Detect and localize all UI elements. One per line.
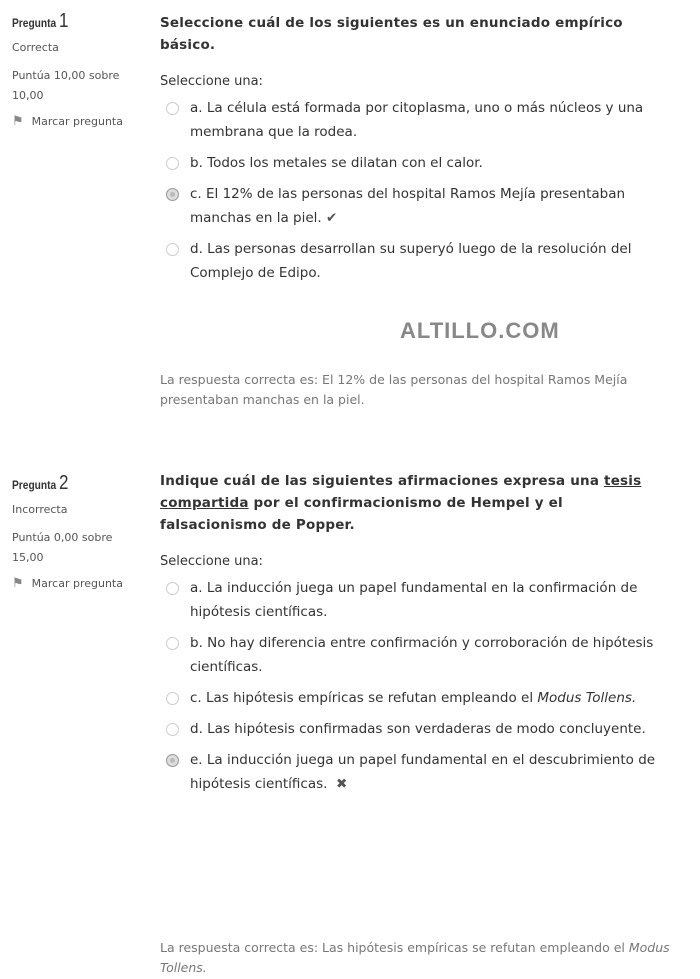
question-grade: Puntúa 10,00 sobre 10,00 — [12, 69, 120, 102]
radio[interactable] — [166, 157, 179, 170]
option-d[interactable]: d. Las personas desarrollan su superyó luego de la resolución del Complejo de Edipo. — [160, 237, 670, 285]
flag-icon: ⚑ — [12, 114, 24, 129]
correct-answer: La respuesta correcta es: El 12% de las personas del hospital Ramos Mejía presentaban manchas en la piel. — [160, 372, 628, 407]
radio-selected[interactable] — [166, 754, 179, 767]
question-state: Incorrecta — [12, 503, 68, 516]
option-c[interactable]: c. Las hipótesis empíricas se refutan empleando el Modus Tollens. — [160, 686, 670, 710]
question-state: Correcta — [12, 41, 59, 54]
question-number: Pregunta 1 — [12, 10, 69, 32]
radio[interactable] — [166, 637, 179, 650]
radio[interactable] — [166, 243, 179, 256]
check-icon: ✔ — [326, 210, 338, 226]
question-content — [160, 12, 670, 285]
question-text: Indique cuál de las siguientes afirmaciones expresa una tesis compartida por el confirmacionismo de Hempel y el falsacionismo de Popper. — [160, 473, 642, 533]
question-number: Pregunta 2 — [12, 472, 69, 494]
question-content — [160, 470, 670, 796]
prompt: Seleccione una: — [160, 554, 263, 569]
flag-icon: ⚑ — [12, 576, 24, 591]
question-grade: Puntúa 0,00 sobre 15,00 — [12, 531, 113, 564]
flag-question-button[interactable]: ⚑ Marcar pregunta — [12, 576, 123, 591]
radio[interactable] — [166, 723, 179, 736]
option-a[interactable]: a. La inducción juega un papel fundamental en la confirmación de hipótesis científicas. — [160, 576, 670, 624]
watermark-logo: ALTILLO.COM — [400, 318, 560, 343]
question-info — [12, 10, 142, 129]
radio[interactable] — [166, 102, 179, 115]
option-b[interactable]: b. Todos los metales se dilatan con el calor. — [160, 151, 670, 175]
correct-answer: La respuesta correcta es: Las hipótesis empíricas se refutan empleando el Modus Tollens. — [160, 940, 670, 975]
option-e[interactable]: e. La inducción juega un papel fundamental en el descubrimiento de hipótesis científicas. ✖ — [160, 748, 670, 796]
option-a[interactable]: a. La célula está formada por citoplasma, uno o más núcleos y una membrana que la rodea. — [160, 96, 670, 144]
cross-icon: ✖ — [336, 776, 348, 792]
question-text: Seleccione cuál de los siguientes es un enunciado empírico básico. — [160, 15, 623, 53]
option-b[interactable]: b. No hay diferencia entre confirmación y corroboración de hipótesis científicas. — [160, 631, 670, 679]
radio[interactable] — [166, 582, 179, 595]
radio-selected[interactable] — [166, 188, 179, 201]
option-d[interactable]: d. Las hipótesis confirmadas son verdaderas de modo concluyente. — [160, 717, 670, 741]
prompt: Seleccione una: — [160, 74, 263, 89]
option-c[interactable]: c. El 12% de las personas del hospital Ramos Mejía presentaban manchas en la piel. ✔ — [160, 182, 670, 230]
question-info — [12, 472, 142, 591]
radio[interactable] — [166, 692, 179, 705]
flag-question-button[interactable]: ⚑ Marcar pregunta — [12, 114, 123, 129]
